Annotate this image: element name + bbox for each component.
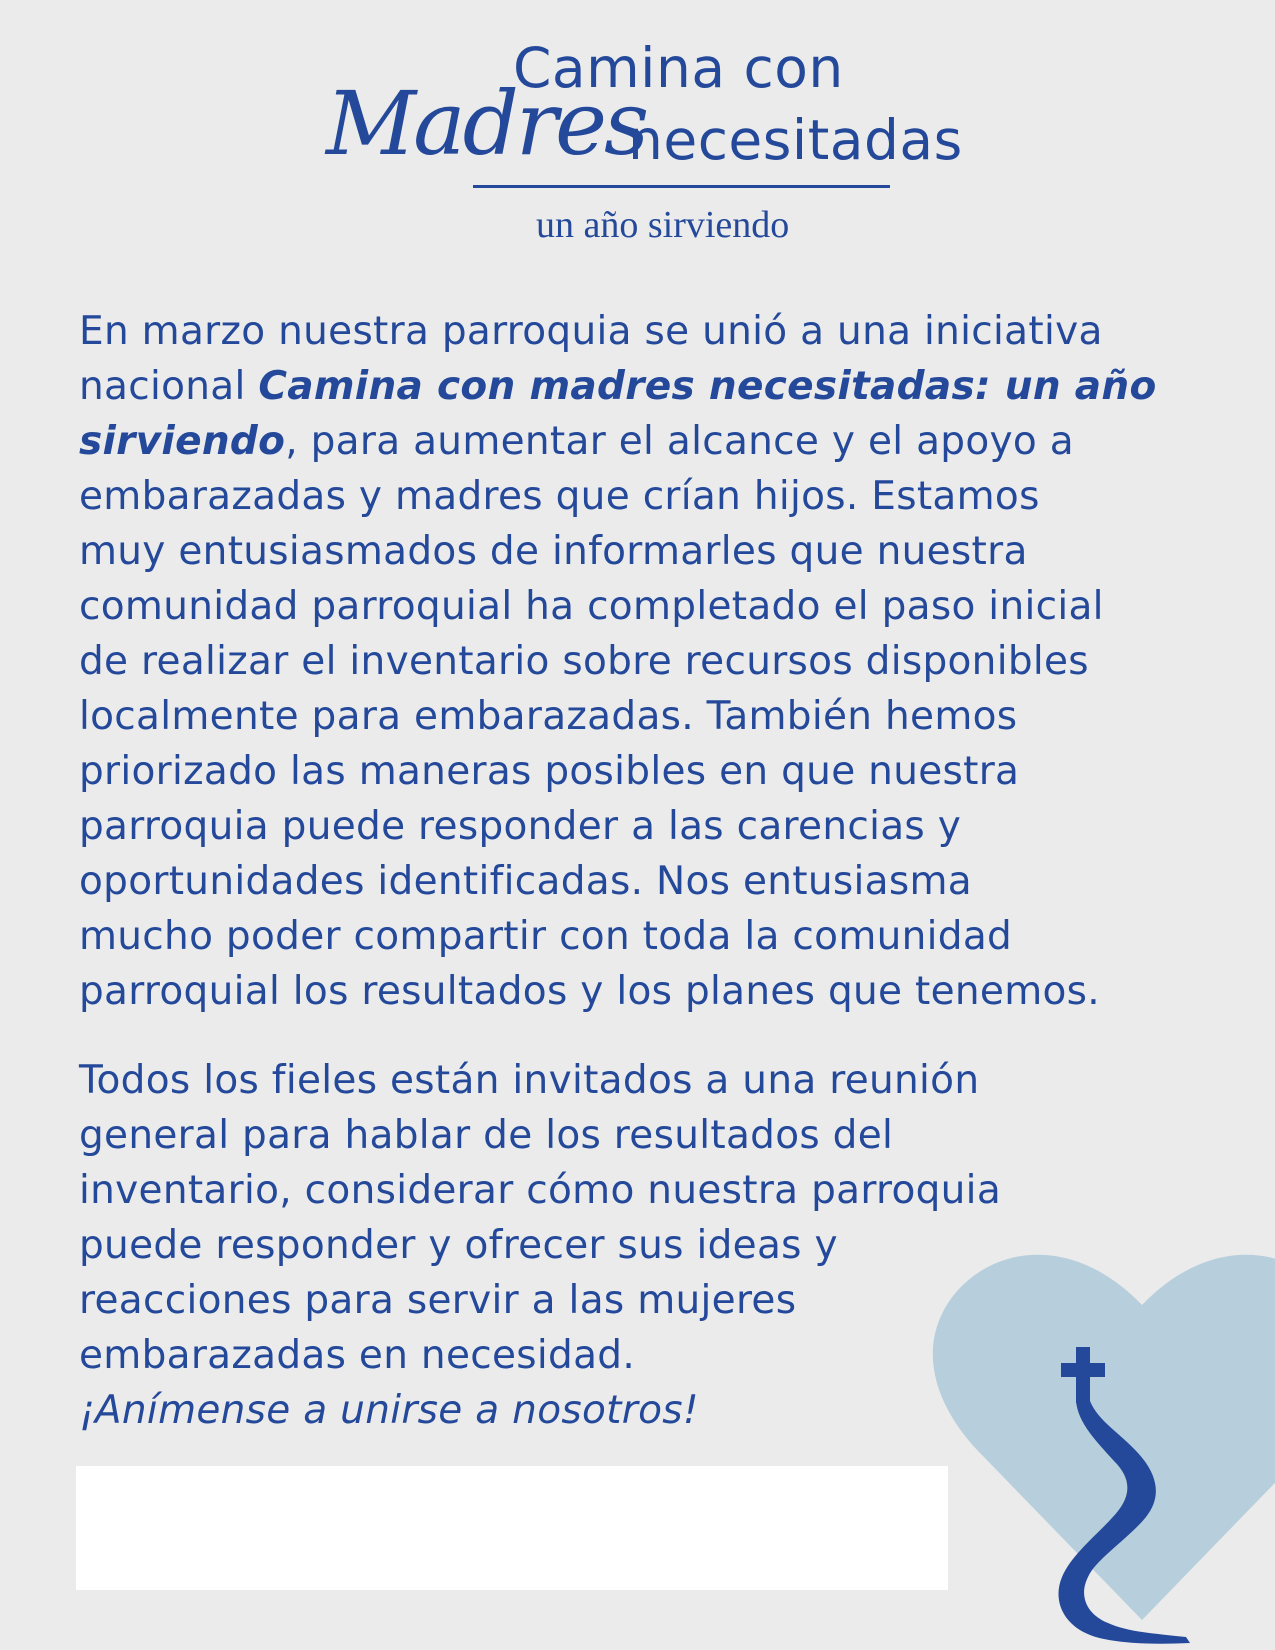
paragraph-line: muy entusiasmados de informarles que nuestra xyxy=(79,529,1028,574)
paragraph-line: puede responder y ofrecer sus ideas y xyxy=(79,1223,838,1268)
paragraph-line: Todos los fieles están invitados a una reunión xyxy=(79,1058,980,1103)
blank-info-box xyxy=(76,1466,948,1590)
paragraph-line: mucho poder compartir con toda la comunidad xyxy=(79,914,1013,959)
paragraph-line: En marzo nuestra parroquia se unió a una iniciativa xyxy=(79,309,1103,354)
logo xyxy=(0,0,1275,260)
paragraph-line: inventario, considerar cómo nuestra parroquia xyxy=(79,1168,1002,1213)
paragraph-line: localmente para embarazadas. También hemos xyxy=(79,694,1018,739)
paragraph-line: embarazadas y madres que crían hijos. Estamos xyxy=(79,474,1040,519)
paragraph-text: nacional xyxy=(79,364,259,409)
initiative-name: sirviendo xyxy=(79,419,286,464)
paragraph-line: de realizar el inventario sobre recursos disponibles xyxy=(79,639,1089,684)
logo-divider xyxy=(473,185,890,188)
paragraph-line: priorizado las maneras posibles en que nuestra xyxy=(79,749,1020,794)
paragraph-line xyxy=(79,359,1209,414)
paragraph-line: parroquial los resultados y los planes que tenemos. xyxy=(79,969,1100,1014)
logo-title-line1: Camina con xyxy=(513,36,844,100)
initiative-name: Camina con madres necesitadas: un año xyxy=(258,364,1157,409)
cross-horizontal xyxy=(1061,1363,1105,1377)
intro-paragraph xyxy=(79,304,1209,1019)
paragraph-line: parroquia puede responder a las carencias y xyxy=(79,804,962,849)
logo-title-line2: necesitadas xyxy=(628,108,963,172)
paragraph-line: oportunidades identificadas. Nos entusiasma xyxy=(79,859,972,904)
paragraph-line xyxy=(79,414,1209,469)
logo-title-script: Madres xyxy=(326,72,647,175)
call-to-action: ¡Anímense a unirse a nosotros! xyxy=(79,1388,699,1433)
paragraph-line: embarazadas en necesidad. xyxy=(79,1333,636,1378)
logo-subtitle: un año sirviendo xyxy=(536,204,790,246)
invitation-paragraph xyxy=(79,1053,1079,1438)
paragraph-line: comunidad parroquial ha completado el paso inicial xyxy=(79,584,1104,629)
paragraph-text: , para aumentar el alcance y el apoyo a xyxy=(285,419,1074,464)
heart-with-cross-and-path-icon xyxy=(930,1225,1275,1650)
paragraph-line: reacciones para servir a las mujeres xyxy=(79,1278,797,1323)
paragraph-line: general para hablar de los resultados del xyxy=(79,1113,894,1158)
